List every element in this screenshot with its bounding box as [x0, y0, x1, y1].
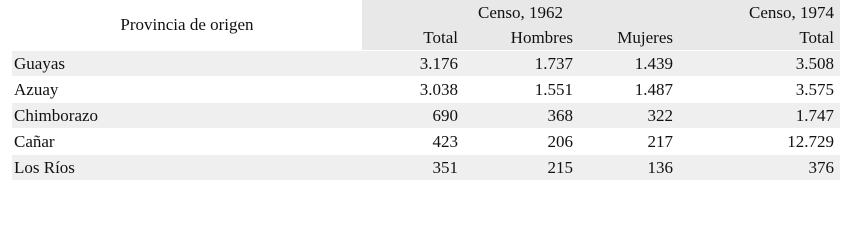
- province-cell: Azuay: [12, 77, 362, 103]
- total-1974-cell: 3.575: [679, 77, 840, 103]
- total-1974-header: Total: [679, 25, 840, 51]
- total-1974-cell: 3.508: [679, 51, 840, 77]
- census-1974-header: Censo, 1974: [679, 0, 840, 25]
- table-header: [12, 0, 840, 51]
- total-1974-cell: 376: [679, 155, 840, 181]
- total-1962-header: Total: [362, 25, 464, 51]
- table-row: [12, 155, 840, 181]
- header-row-top: [12, 0, 840, 25]
- hombres-cell: 206: [464, 129, 579, 155]
- table-row: [12, 51, 840, 77]
- province-cell: Los Ríos: [12, 155, 362, 181]
- census-table-container: [12, 0, 840, 180]
- total-1974-cell: 12.729: [679, 129, 840, 155]
- province-cell: Guayas: [12, 51, 362, 77]
- total-1962-cell: 423: [362, 129, 464, 155]
- hombres-cell: 215: [464, 155, 579, 181]
- total-1962-cell: 3.038: [362, 77, 464, 103]
- mujeres-cell: 1.439: [579, 51, 679, 77]
- total-1974-cell: 1.747: [679, 103, 840, 129]
- province-column-header: Provincia de origen: [12, 0, 362, 51]
- hombres-cell: 368: [464, 103, 579, 129]
- mujeres-cell: 1.487: [579, 77, 679, 103]
- table-body: [12, 51, 840, 181]
- hombres-cell: 1.551: [464, 77, 579, 103]
- census-table: [12, 0, 840, 180]
- hombres-cell: 1.737: [464, 51, 579, 77]
- mujeres-header: Mujeres: [579, 25, 679, 51]
- total-1962-cell: 351: [362, 155, 464, 181]
- mujeres-cell: 322: [579, 103, 679, 129]
- mujeres-cell: 217: [579, 129, 679, 155]
- total-1962-cell: 690: [362, 103, 464, 129]
- province-cell: Chimborazo: [12, 103, 362, 129]
- hombres-header: Hombres: [464, 25, 579, 51]
- total-1962-cell: 3.176: [362, 51, 464, 77]
- province-cell: Cañar: [12, 129, 362, 155]
- mujeres-cell: 136: [579, 155, 679, 181]
- table-row: [12, 129, 840, 155]
- table-row: [12, 103, 840, 129]
- table-row: [12, 77, 840, 103]
- census-1962-header: Censo, 1962: [362, 0, 679, 25]
